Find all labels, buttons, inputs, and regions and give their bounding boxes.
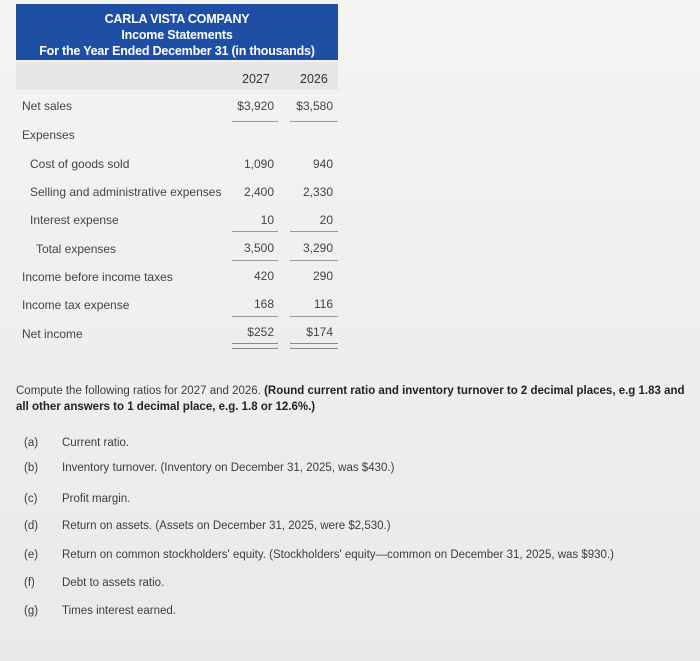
income-before-taxes-2027: 420 <box>253 269 274 283</box>
row-label-total-expenses: Total expenses <box>36 242 117 256</box>
cogs-2026: 940 <box>312 157 333 171</box>
company-name: CARLA VISTA COMPANY <box>104 12 250 26</box>
row-label-expenses: Expenses <box>22 128 75 142</box>
divider <box>232 260 278 261</box>
total-expenses-2026: 3,290 <box>302 241 333 255</box>
net-income-2027: $252 <box>247 325 274 339</box>
item-letter: (b) <box>24 462 39 474</box>
item-letter: (f) <box>24 577 35 589</box>
item-text: Inventory turnover. (Inventory on December 31, 2025, was $430.) <box>62 462 395 474</box>
income-before-taxes-2026: 290 <box>312 269 333 283</box>
item-letter: (e) <box>24 549 39 561</box>
divider <box>232 121 278 122</box>
divider <box>232 316 278 317</box>
instructions <box>16 383 696 415</box>
divider <box>232 231 278 232</box>
item-text: Profit margin. <box>62 493 131 505</box>
income-tax-expense-2027: 168 <box>253 297 274 311</box>
year-2027-header: 2027 <box>242 72 270 86</box>
row-label-income-before-taxes: Income before income taxes <box>22 270 173 284</box>
item-letter: (a) <box>24 437 39 449</box>
divider <box>290 316 338 317</box>
item-letter: (g) <box>24 605 39 617</box>
net-income-2026: $174 <box>306 325 333 339</box>
row-label-interest-expense: Interest expense <box>30 213 119 227</box>
statement-header <box>16 4 338 60</box>
interest-expense-2026: 20 <box>319 213 333 227</box>
divider <box>290 260 338 261</box>
interest-expense-2027: 10 <box>260 213 274 227</box>
year-header-row <box>16 62 338 90</box>
row-label-net-income: Net income <box>22 327 83 341</box>
row-label-cogs: Cost of goods sold <box>30 157 130 171</box>
divider <box>290 121 338 122</box>
item-text: Return on assets. (Assets on December 31, 2025, were $2,530.) <box>62 520 391 532</box>
cogs-2027: 1,090 <box>243 157 274 171</box>
row-label-net-sales: Net sales <box>22 99 73 113</box>
row-label-income-tax-expense: Income tax expense <box>22 298 130 312</box>
rounding-instructions: (Round current ratio and inventory turnover to 2 decimal places, e.g 1.83 and all other answers to 1 decimal place, e.g. 1.8 or 12.6%.) <box>16 385 685 413</box>
double-underline <box>290 343 338 349</box>
selling-admin-2027: 2,400 <box>243 185 274 199</box>
item-text: Debt to assets ratio. <box>62 577 165 589</box>
instructions-text: Compute the following ratios for 2027 and 2026. <box>16 385 261 397</box>
selling-admin-2026: 2,330 <box>302 185 333 199</box>
statement-period: For the Year Ended December 31 (in thousands) <box>39 44 315 58</box>
income-tax-expense-2026: 116 <box>313 297 333 311</box>
item-text: Current ratio. <box>62 437 130 449</box>
item-letter: (d) <box>24 520 39 532</box>
item-letter: (c) <box>24 493 38 505</box>
double-underline <box>232 343 278 349</box>
total-expenses-2027: 3,500 <box>243 241 274 255</box>
item-text: Times interest earned. <box>62 605 176 617</box>
row-label-selling-admin: Selling and administrative expenses <box>30 185 222 199</box>
divider <box>290 231 338 232</box>
item-text: Return on common stockholders' equity. (Stockholders' equity—common on December 31, 2025, was $930.) <box>62 549 614 561</box>
statement-title: Income Statements <box>121 28 233 42</box>
year-2026-header: 2026 <box>300 72 328 86</box>
net-sales-2027: $3,920 <box>237 99 274 113</box>
net-sales-2026: $3,580 <box>296 99 333 113</box>
